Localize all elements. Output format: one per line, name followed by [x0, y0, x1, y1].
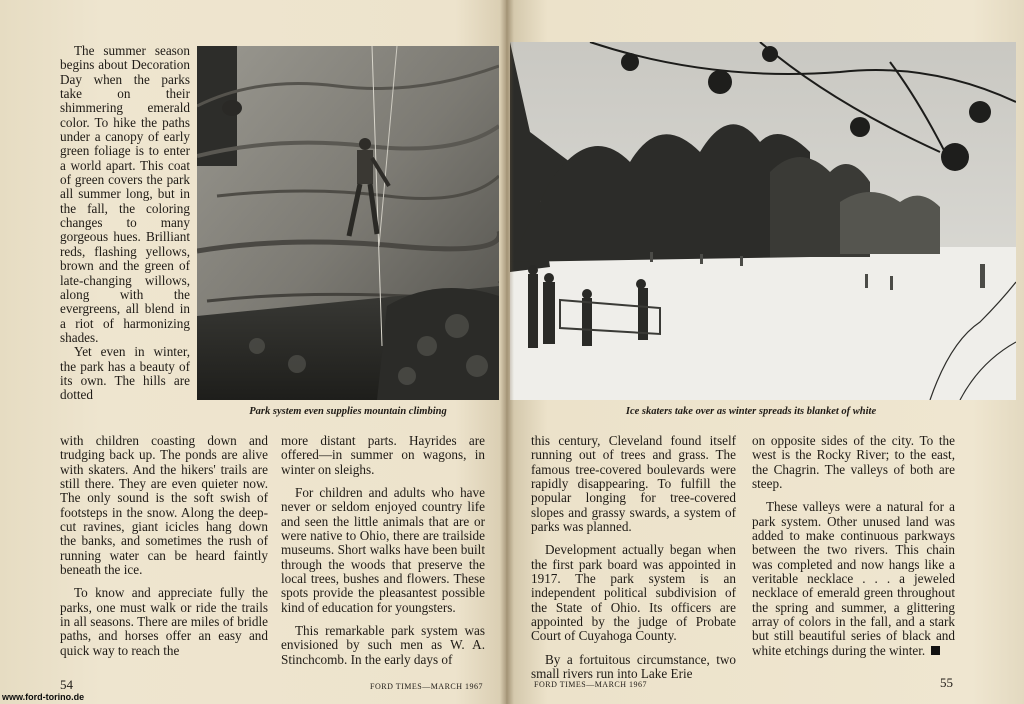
paragraph: this century, Cleveland found itself running out of trees and grass. The famous tree-covered boulevards were rapidly disappearing. To fulfill the popular longing for tree-covered slopes and grassy swards, a system of parks was planned. [531, 433, 736, 535]
left-column-1-wrap [60, 44, 190, 403]
watermark: www.ford-torino.de [2, 692, 85, 702]
page-number-left: 54 [60, 677, 73, 692]
climbing-photo-caption: Park system even supplies mountain climbing [249, 406, 447, 417]
book-spine-shadow [500, 0, 514, 704]
skating-photo-caption: Ice skaters take over as winter spreads its blanket of white [625, 406, 877, 417]
paragraph: Yet even in winter, the park has a beauty of its own. The hills are dotted [60, 344, 190, 403]
left-column-2 [281, 434, 485, 667]
folio-right: FORD TIMES—MARCH 1967 [534, 680, 648, 689]
left-page [0, 0, 506, 704]
paragraph: more distant parts. Hayrides are offered—in summer on wagons, in winter on sleighs. [281, 433, 485, 477]
ice-skating-image [510, 42, 1016, 400]
end-of-article-mark [931, 646, 940, 655]
paragraph: For children and adults who have never or seldom enjoyed country life and seen the little animals that are or were native to Ohio, there are trailside museums. Short walks have been built through the woods that preserve the local trees, bushes and flowers. These spots provide the pleasantest possible kind of education for youngsters. [281, 485, 485, 615]
paragraph: The summer season begins about Decoration Day when the parks take on their shimmering emerald color. To hike the paths under a canopy of early green foliage is to enter a world apart. This coat of green covers the park all summer long, but in the fall, the coloring changes to many gorgeous hues. Brilliant reds, flashing yellows, brown and the green of late-changing willows, along with the evergreens, all blend in a riot of harmonizing shades. [60, 43, 190, 345]
paragraph: By a fortuitous circumstance, two small rivers run into Lake Erie [531, 651, 736, 682]
rock-climbing-image [197, 46, 499, 400]
right-column-2 [752, 434, 955, 658]
ice-skating-photo [510, 42, 1016, 400]
left-column-1-full [60, 434, 268, 658]
right-page [506, 0, 1024, 704]
folio-left: FORD TIMES—MARCH 1967 [370, 682, 484, 691]
paragraph: This remarkable park system was envisioned by such men as W. A. Stinchcomb. In the early days of [281, 623, 485, 667]
page-number-right: 55 [940, 675, 953, 690]
paragraph [752, 500, 955, 658]
paragraph: with children coasting down and trudging back up. The ponds are alive with skaters. And the hikers' trails are still there. They are even quieter now. The only sound is the soft swish of footsteps in the snow. Along the deep-cut ravines, giant icicles hang down the banks, and sometimes the rush of running water can be heard faintly beneath the ice. [60, 433, 268, 578]
paragraph-text: These valleys were a natural for a park system. Other unused land was added to make continuous parkways between the two rivers. This chain was completed and now hangs like a veritable necklace . . . a jeweled necklace of emerald green throughout the spring and summer, a glittering array of colors in the fall, and a stark but still beautiful series of black and white etchings during the winter. [752, 499, 955, 658]
paragraph: on opposite sides of the city. To the west is the Rocky River; to the east, the Chagrin. The valleys of both are steep. [752, 433, 955, 492]
rock-climbing-photo [197, 46, 499, 400]
paragraph: To know and appreciate fully the parks, one must walk or ride the trails in all seasons. There are miles of bridle paths, and horses offer an easy and quick way to reach the [60, 585, 268, 658]
paragraph: Development actually began when the first park board was appointed in 1917. The park system is an independent political subdivision of the State of Ohio. Its officers are appointed by the judge of Probate Court of Cuyahoga County. [531, 542, 736, 644]
right-column-1 [531, 434, 736, 682]
